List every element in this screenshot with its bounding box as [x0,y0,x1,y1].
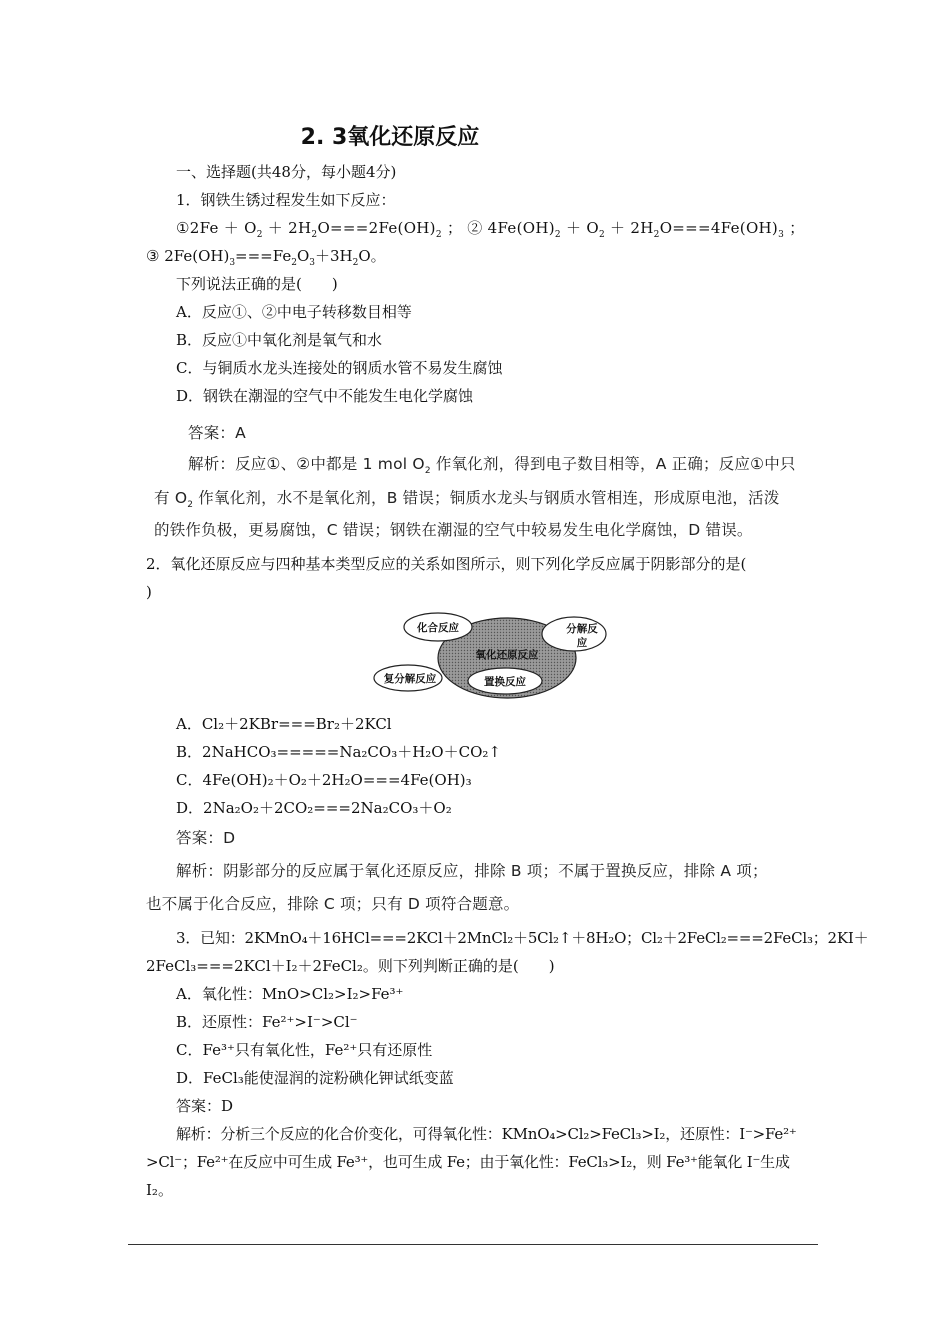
q2-option-a: A．Cl₂＋2KBr===Br₂＋2KCl [176,715,392,733]
q1-ask: 下列说法正确的是( ) [176,275,338,293]
page-title: 2. 3氧化还原反应 [300,125,480,150]
q3-option-c: C．Fe³⁺只有氧化性，Fe²⁺只有还原性 [176,1041,433,1059]
label-decomposition-2: 应 [576,637,588,649]
footer-rule [128,1244,818,1245]
q1-option-b: B．反应①中氧化剂是氧气和水 [176,331,383,349]
label-double-displacement: 复分解反应 [383,673,437,685]
q2-option-b: B．2NaHCO₃=====Na₂CO₃＋H₂O＋CO₂↑ [176,743,501,761]
q1-option-a: A．反应①、②中电子转移数目相等 [176,303,412,321]
q3-explanation-2: >Cl⁻；Fe²⁺在反应中可生成 Fe³⁺，也可生成 Fe；由于氧化性：FeCl₃>I₂，则 Fe³⁺能氧化 I⁻生成 [146,1153,790,1171]
q3-stem-2: 2FeCl₃===2KCl＋I₂＋2FeCl₂。则下列判断正确的是( ) [146,957,555,975]
q1-reactions-line2: ③ $2Fe(OH)_3===Fe_2O_3+3H_2O$。 [146,247,386,268]
q1-option-d: D．钢铁在潮湿的空气中不能发生电化学腐蚀 [176,387,474,405]
q2-answer: 答案：D [176,829,236,847]
q1-stem: 1．钢铁生锈过程发生如下反应： [176,191,396,209]
q1-explanation-1: 解析：反应①、②中都是 1 mol $O_2$ 作氧化剂，得到电子数目相等，A 正确；反应①中只 [188,455,796,477]
q3-option-d: D．FeCl₃能使湿润的淀粉碘化钾试纸变蓝 [176,1069,454,1087]
q3-explanation-3: I₂。 [146,1181,173,1199]
label-redox: 氧化还原反应 [475,649,539,661]
q2-explanation-1: 解析：阴影部分的反应属于氧化还原反应，排除 B 项；不属于置换反应，排除 A 项； [176,862,768,880]
label-single-displacement: 置换反应 [484,676,526,688]
q2-option-d: D．2Na₂O₂＋2CO₂===2Na₂CO₃＋O₂ [176,799,452,817]
q2-stem-2: ) [146,583,152,601]
q1-explanation-3: 的铁作负极，更易腐蚀，C 错误；钢铁在潮湿的空气中较易发生电化学腐蚀，D 错误。 [154,521,753,539]
label-combination: 化合反应 [417,622,459,634]
q3-explanation-1: 解析：分析三个反应的化合价变化，可得氧化性：KMnO₄>Cl₂>FeCl₃>I₂，还原性：I⁻>Fe²⁺ [176,1125,797,1143]
q2-stem-1: 2．氧化还原反应与四种基本类型反应的关系如图所示，则下列化学反应属于阴影部分的是( [146,555,747,573]
q1-explanation-2: 有 $O_2$ 作氧化剂，水不是氧化剂，B 错误；铜质水龙头与钢质水管相连，形成原电池，活泼 [154,489,780,511]
label-decomposition-1: 分解反 [566,623,598,635]
q2-option-c: C．4Fe(OH)₂＋O₂＋2H₂O===4Fe(OH)₃ [176,771,472,789]
q3-answer: 答案：D [176,1097,234,1115]
q1-answer: 答案：A [188,424,246,442]
q3-stem-1: 3．已知：2KMnO₄＋16HCl===2KCl＋2MnCl₂＋5Cl₂↑＋8H₂O；Cl₂＋2FeCl₂===2FeCl₃；2KI＋ [176,929,869,947]
q1-option-c: C．与铜质水龙头连接处的钢质水管不易发生腐蚀 [176,359,503,377]
reaction-types-venn-diagram [370,610,620,702]
q3-option-b: B．还原性：Fe²⁺>I⁻>Cl⁻ [176,1013,358,1031]
section-heading: 一、选择题(共48分，每小题4分) [176,163,397,181]
q2-explanation-2: 也不属于化合反应，排除 C 项；只有 D 项符合题意。 [146,895,520,913]
q3-option-a: A．氧化性：MnO>Cl₂>I₂>Fe³⁺ [176,985,404,1003]
q1-reactions-line1: ①2Fe ＋ $O_2 + 2H_2O===2Fe(OH)_2$ ； ② $4Fe(OH)_2 + O_2 + 2H_2O===4Fe(OH)_3$ ； [176,219,805,240]
